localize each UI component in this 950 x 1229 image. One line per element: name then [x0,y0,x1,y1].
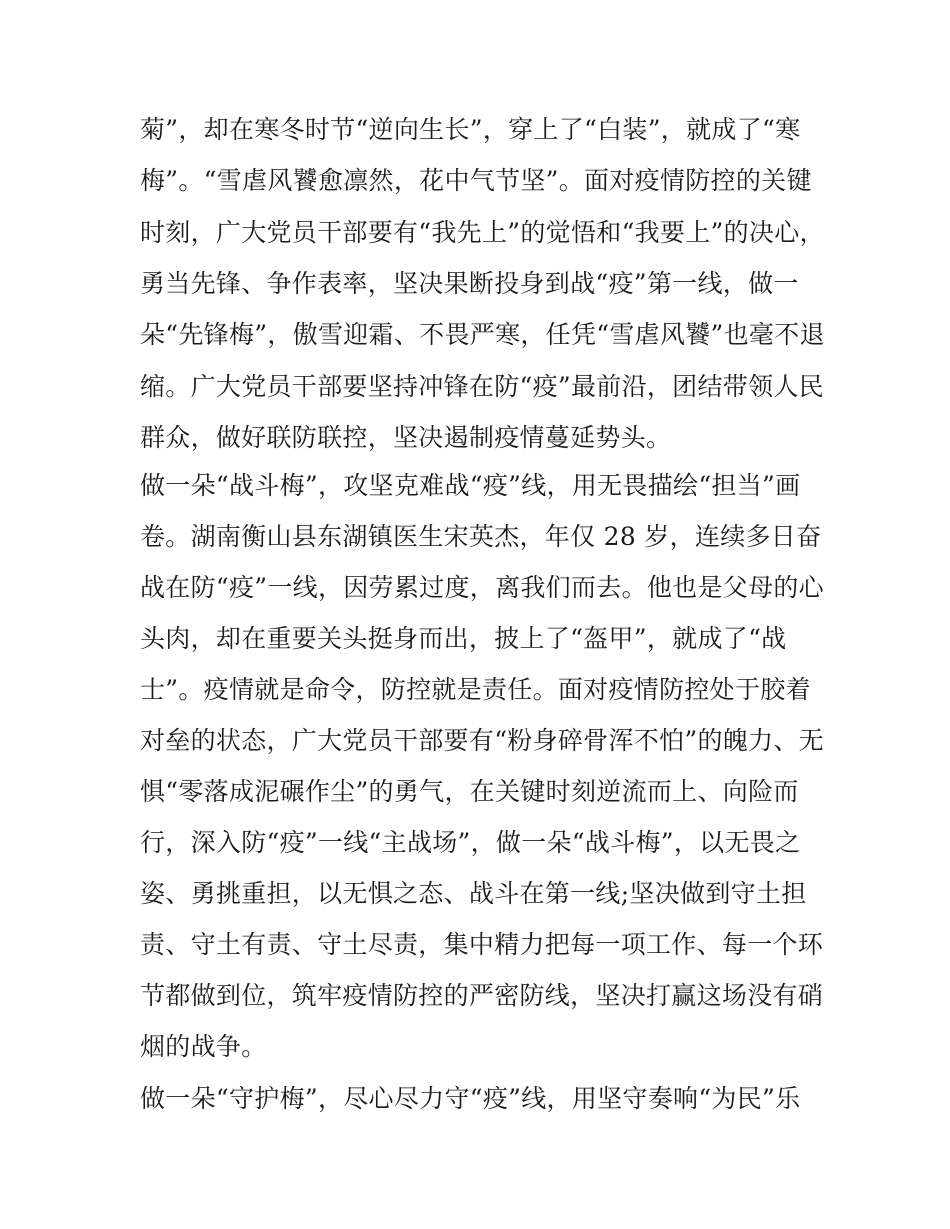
text-line: 行，深入防“疫”一线“主战场”，做一朵“战斗梅”，以无畏之 [140,828,801,857]
text-line: 责、守土有责、守土尽责，集中精力把每一项工作、每一个环 [140,930,824,959]
text-line: 菊”，却在寒冬时节“逆向生长”，穿上了“白装”，就成了“寒 [140,115,801,144]
text-line: 惧“零落成泥碾作尘”的勇气，在关键时刻逆流而上、向险而 [140,777,799,806]
text-line: 时刻，广大党员干部要有“我先上”的觉悟和“我要上”的决心， [140,218,825,247]
text-line: 勇当先锋、争作表率，坚决果断投身到战“疫”第一线，做一 [140,269,799,298]
text-line: 梅”。“雪虐风饕愈凛然，花中气节坚”。面对疫情防控的关键 [140,166,812,195]
text-line: 头肉，却在重要关头挺身而出，披上了“盔甲”，就成了“战 [140,624,787,653]
paragraph-start-line: 做一朵“守护梅”，尽心尽力守“疫”线，用坚守奏响“为民”乐 [140,1084,801,1113]
text-line: 战在防“疫”一线，因劳累过度，离我们而去。他也是父母的心 [140,573,824,602]
text-line: 姿、勇挑重担，以无惧之态、战斗在第一线;坚决做到守土担 [140,879,807,908]
text-line: 士”。疫情就是命令，防控就是责任。面对疫情防控处于胶着 [140,675,811,704]
text-line: 群众，做好联防联控，坚决遏制疫情蔓延势头。 [140,423,672,452]
text-line: 对垒的状态，广大党员干部要有“粉身碎骨浑不怕”的魄力、无 [140,726,824,755]
text-line: 节都做到位，筑牢疫情防控的严密防线，坚决打赢这场没有硝 [140,981,824,1010]
paragraph-start-line: 做一朵“战斗梅”，攻坚克难战“疫”线，用无畏描绘“担当”画 [140,471,801,500]
text-line: 卷。湖南衡山县东湖镇医生宋英杰，年仅 28 岁，连续多日奋 [140,522,822,551]
text-line: 烟的战争。 [140,1032,267,1061]
text-line: 朵“先锋梅”，傲雪迎霜、不畏严寒，任凭“雪虐风饕”也毫不退 [140,320,825,349]
text-line: 缩。广大党员干部要坚持冲锋在防“疫”最前沿，团结带领人民 [140,372,824,401]
